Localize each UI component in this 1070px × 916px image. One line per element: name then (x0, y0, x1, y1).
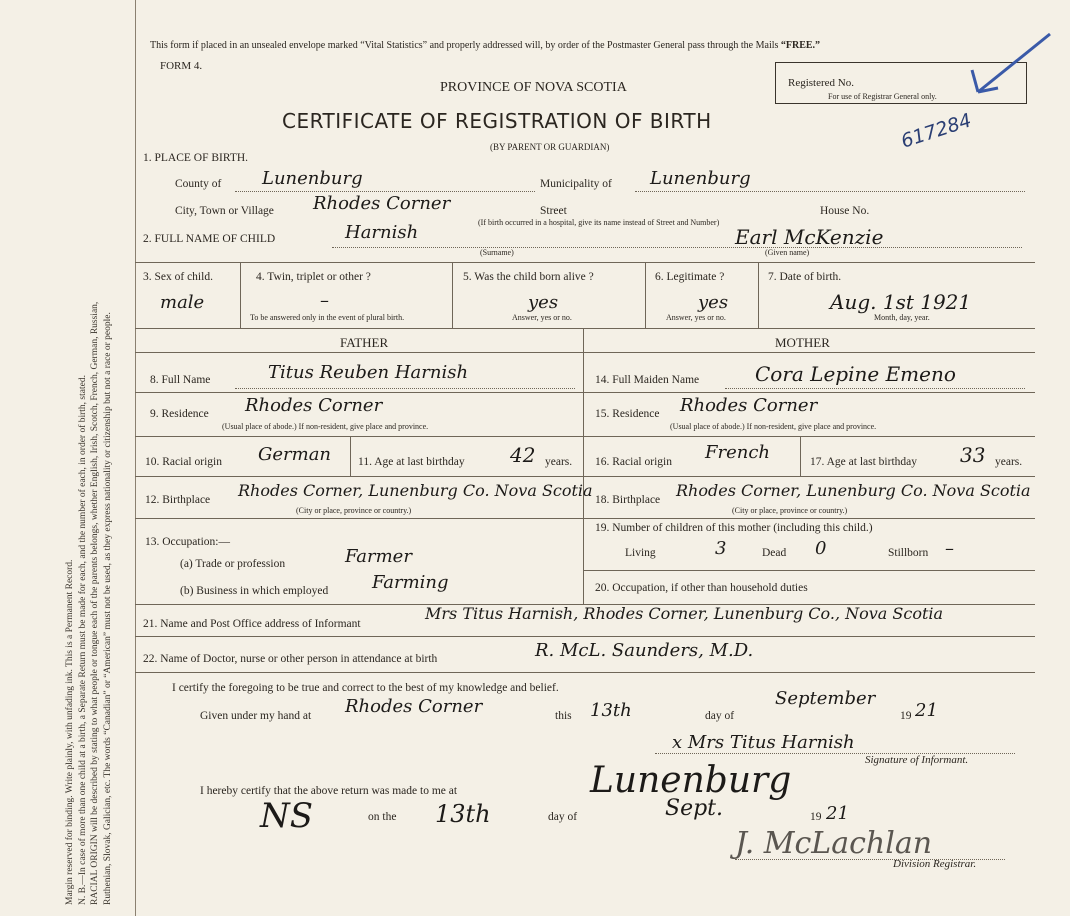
row-divider (135, 262, 1035, 263)
mother-racial-value: French (705, 442, 771, 463)
father-racial-label: 10. Racial origin (145, 456, 222, 468)
on-the-label: on the (368, 811, 397, 823)
certificate-title: CERTIFICATE OF REGISTRATION OF BIRTH (282, 109, 712, 133)
children-count-label: 19. Number of children of this mother (including this child.) (595, 522, 873, 534)
year-value: 21 (915, 700, 938, 721)
return-year: 21 (826, 803, 849, 824)
row-divider (135, 328, 1035, 329)
province-heading: PROVINCE OF NOVA SCOTIA (440, 80, 627, 95)
column-divider (800, 436, 801, 476)
twin-label: 4. Twin, triplet or other ? (256, 271, 371, 283)
street-label: Street (540, 205, 567, 217)
mother-name-label: 14. Full Maiden Name (595, 374, 700, 386)
county-label: County of (175, 178, 222, 190)
date-note: Month, day, year. (874, 313, 930, 322)
municipality-value: Lunenburg (650, 168, 751, 189)
informant-label: 21. Name and Post Office address of Informant (143, 618, 361, 630)
city-value: Rhodes Corner (313, 193, 451, 214)
given-place: Rhodes Corner (345, 696, 483, 717)
city-label: City, Town or Village (175, 205, 274, 217)
father-residence-note: (Usual place of abode.) If non-resident, give place and province. (222, 422, 429, 431)
margin-instructions (64, 25, 114, 905)
father-name-line (235, 387, 575, 389)
father-years-label: years. (545, 456, 573, 468)
row-divider (583, 518, 1035, 519)
informant-signature: x Mrs Titus Harnish (672, 732, 855, 753)
column-divider (452, 262, 453, 328)
hospital-note: (If birth occurred in a hospital, give its name instead of Street and Number) (478, 218, 720, 227)
given-caption: (Given name) (765, 248, 810, 257)
mail-notice (150, 40, 820, 51)
father-name-value: Titus Reuben Harnish (268, 362, 469, 383)
stillborn-value: – (945, 538, 954, 559)
registered-note: For use of Registrar General only. (828, 92, 937, 101)
mother-residence-note: (Usual place of abode.) If non-resident, give place and province. (670, 422, 877, 431)
column-divider (240, 262, 241, 328)
margin-line: Margin reserved for binding. Write plainly, with unfading ink. This is a Permanent Record. (65, 559, 75, 905)
row-divider (583, 570, 1035, 571)
return-year-prefix: 19 (810, 811, 822, 823)
twin-value: – (320, 290, 329, 311)
parents-divider (583, 328, 584, 604)
registrar-caption: Division Registrar. (893, 858, 977, 870)
informant-value: Mrs Titus Harnish, Rhodes Corner, Lunenburg Co., Nova Scotia (425, 604, 944, 623)
child-name-line (332, 246, 1022, 248)
margin-line: Ruthenian, Slovak, Galician, etc. The words “Canadian” or “American” must not be used, as they express nationality or citizenship but not a race or people. (102, 312, 113, 905)
father-trade-value: Farmer (345, 546, 412, 567)
alive-note: Answer, yes or no. (512, 313, 572, 322)
this-label: this (555, 710, 572, 722)
arrow-check-icon (930, 30, 1055, 110)
registration-number: 617284 (898, 109, 975, 153)
margin-line: RACIAL ORIGIN will be described by stating to what people or tongue each of the parents belongs, whether English, Irish, Scotch, French, German, Russian, (90, 301, 100, 905)
date-value: Aug. 1st 1921 (830, 290, 972, 314)
mother-birthplace-note: (City or place, province or country.) (732, 506, 848, 515)
father-occupation-label: 13. Occupation:— (145, 536, 230, 548)
mother-age-label: 17. Age at last birthday (810, 456, 917, 468)
father-residence-label: 9. Residence (150, 408, 209, 420)
twin-note: To be answered only in the event of plural birth. (250, 313, 405, 322)
child-given-name: Earl McKenzie (735, 225, 884, 249)
sex-label: 3. Sex of child. (143, 271, 213, 283)
father-racial-value: German (258, 444, 332, 465)
father-heading: FATHER (340, 335, 389, 350)
mother-name-line (725, 387, 1025, 389)
mother-birthplace-value: Rhodes Corner, Lunenburg Co. Nova Scotia (676, 481, 1031, 500)
doctor-label: 22. Name of Doctor, nurse or other person in attendance at birth (143, 653, 438, 665)
return-statement: I hereby certify that the above return was made to me at (200, 785, 458, 797)
mother-residence-value: Rhodes Corner (680, 395, 818, 416)
alive-value: yes (528, 292, 559, 313)
mother-age-value: 33 (960, 443, 986, 467)
registrar-signature: J. McLachlan (735, 826, 933, 861)
dead-label: Dead (762, 547, 787, 559)
margin-line: N. B.—In case of more than one child at a birth, a Separate Return must be made for each, and the number of each, in order of birth, stated. (77, 375, 88, 905)
county-value: Lunenburg (262, 168, 363, 189)
municipality-label: Municipality of (540, 178, 612, 190)
sex-value: male (160, 292, 205, 313)
day-of-label-2: day of (548, 811, 578, 823)
certify-statement: I certify the foregoing to be true and correct to the best of my knowledge and belief. (172, 682, 559, 694)
father-business-label: (b) Business in which employed (180, 585, 329, 597)
return-province: NS (260, 796, 314, 836)
column-divider (645, 262, 646, 328)
row-divider (583, 436, 1035, 437)
registered-label: Registered No. (788, 77, 854, 89)
mother-heading: MOTHER (775, 335, 830, 350)
mother-racial-label: 16. Racial origin (595, 456, 672, 468)
doctor-value: R. McL. Saunders, M.D. (535, 640, 754, 661)
column-divider (350, 436, 351, 476)
given-under-label: Given under my hand at (200, 710, 312, 722)
row-divider (135, 352, 1035, 353)
surname-caption: (Surname) (480, 248, 514, 257)
living-value: 3 (715, 538, 727, 559)
father-name-label: 8. Full Name (150, 374, 211, 386)
return-day: 13th (435, 800, 491, 828)
dead-value: 0 (815, 538, 827, 559)
stillborn-label: Stillborn (888, 547, 929, 559)
row-divider (583, 476, 1035, 477)
certificate-subtitle: (BY PARENT OR GUARDIAN) (490, 142, 610, 152)
row-divider (135, 476, 583, 477)
legitimate-note: Answer, yes or no. (666, 313, 726, 322)
signature-caption: Signature of Informant. (865, 754, 969, 766)
mother-residence-label: 15. Residence (595, 408, 660, 420)
form-number: FORM 4. (160, 60, 203, 72)
binding-margin (0, 0, 136, 916)
row-divider (583, 392, 1035, 393)
row-divider (135, 436, 583, 437)
father-age-label: 11. Age at last birthday (358, 456, 465, 468)
legitimate-value: yes (698, 292, 729, 313)
legitimate-label: 6. Legitimate ? (655, 271, 725, 283)
father-birthplace-note: (City or place, province or country.) (296, 506, 412, 515)
date-label: 7. Date of birth. (768, 271, 842, 283)
this-day: 13th (590, 700, 632, 721)
place-of-birth-label: 1. PLACE OF BIRTH. (143, 152, 249, 164)
return-month: Sept. (665, 796, 724, 821)
father-business-value: Farming (372, 572, 449, 593)
father-birthplace-label: 12. Birthplace (145, 494, 211, 506)
month-value: September (775, 688, 876, 709)
column-divider (758, 262, 759, 328)
child-name-label: 2. FULL NAME OF CHILD (143, 233, 276, 245)
house-label: House No. (820, 205, 870, 217)
row-divider (135, 636, 1035, 637)
municipality-line (635, 190, 1025, 192)
living-label: Living (625, 547, 656, 559)
return-place: Lunenburg (590, 760, 792, 801)
father-age-value: 42 (510, 443, 536, 467)
year-prefix: 19 (900, 710, 912, 722)
day-of-label: day of (705, 710, 735, 722)
mother-birthplace-label: 18. Birthplace (595, 494, 661, 506)
row-divider (135, 392, 583, 393)
mail-notice-free: “FREE.” (780, 40, 821, 51)
child-surname: Harnish (345, 222, 419, 243)
county-line (235, 190, 535, 192)
mail-notice-text: This form if placed in an unsealed envelope marked “Vital Statistics” and properly addressed will, by order of the Postmaster General pass through the Mails (150, 40, 779, 51)
father-trade-label: (a) Trade or profession (180, 558, 286, 570)
row-divider (135, 518, 583, 519)
mother-name-value: Cora Lepine Emeno (755, 362, 956, 386)
father-residence-value: Rhodes Corner (245, 395, 383, 416)
alive-label: 5. Was the child born alive ? (463, 271, 594, 283)
father-birthplace-value: Rhodes Corner, Lunenburg Co. Nova Scotia (238, 481, 593, 500)
mother-occupation-label: 20. Occupation, if other than household duties (595, 582, 808, 594)
mother-years-label: years. (995, 456, 1023, 468)
row-divider (135, 672, 1035, 673)
